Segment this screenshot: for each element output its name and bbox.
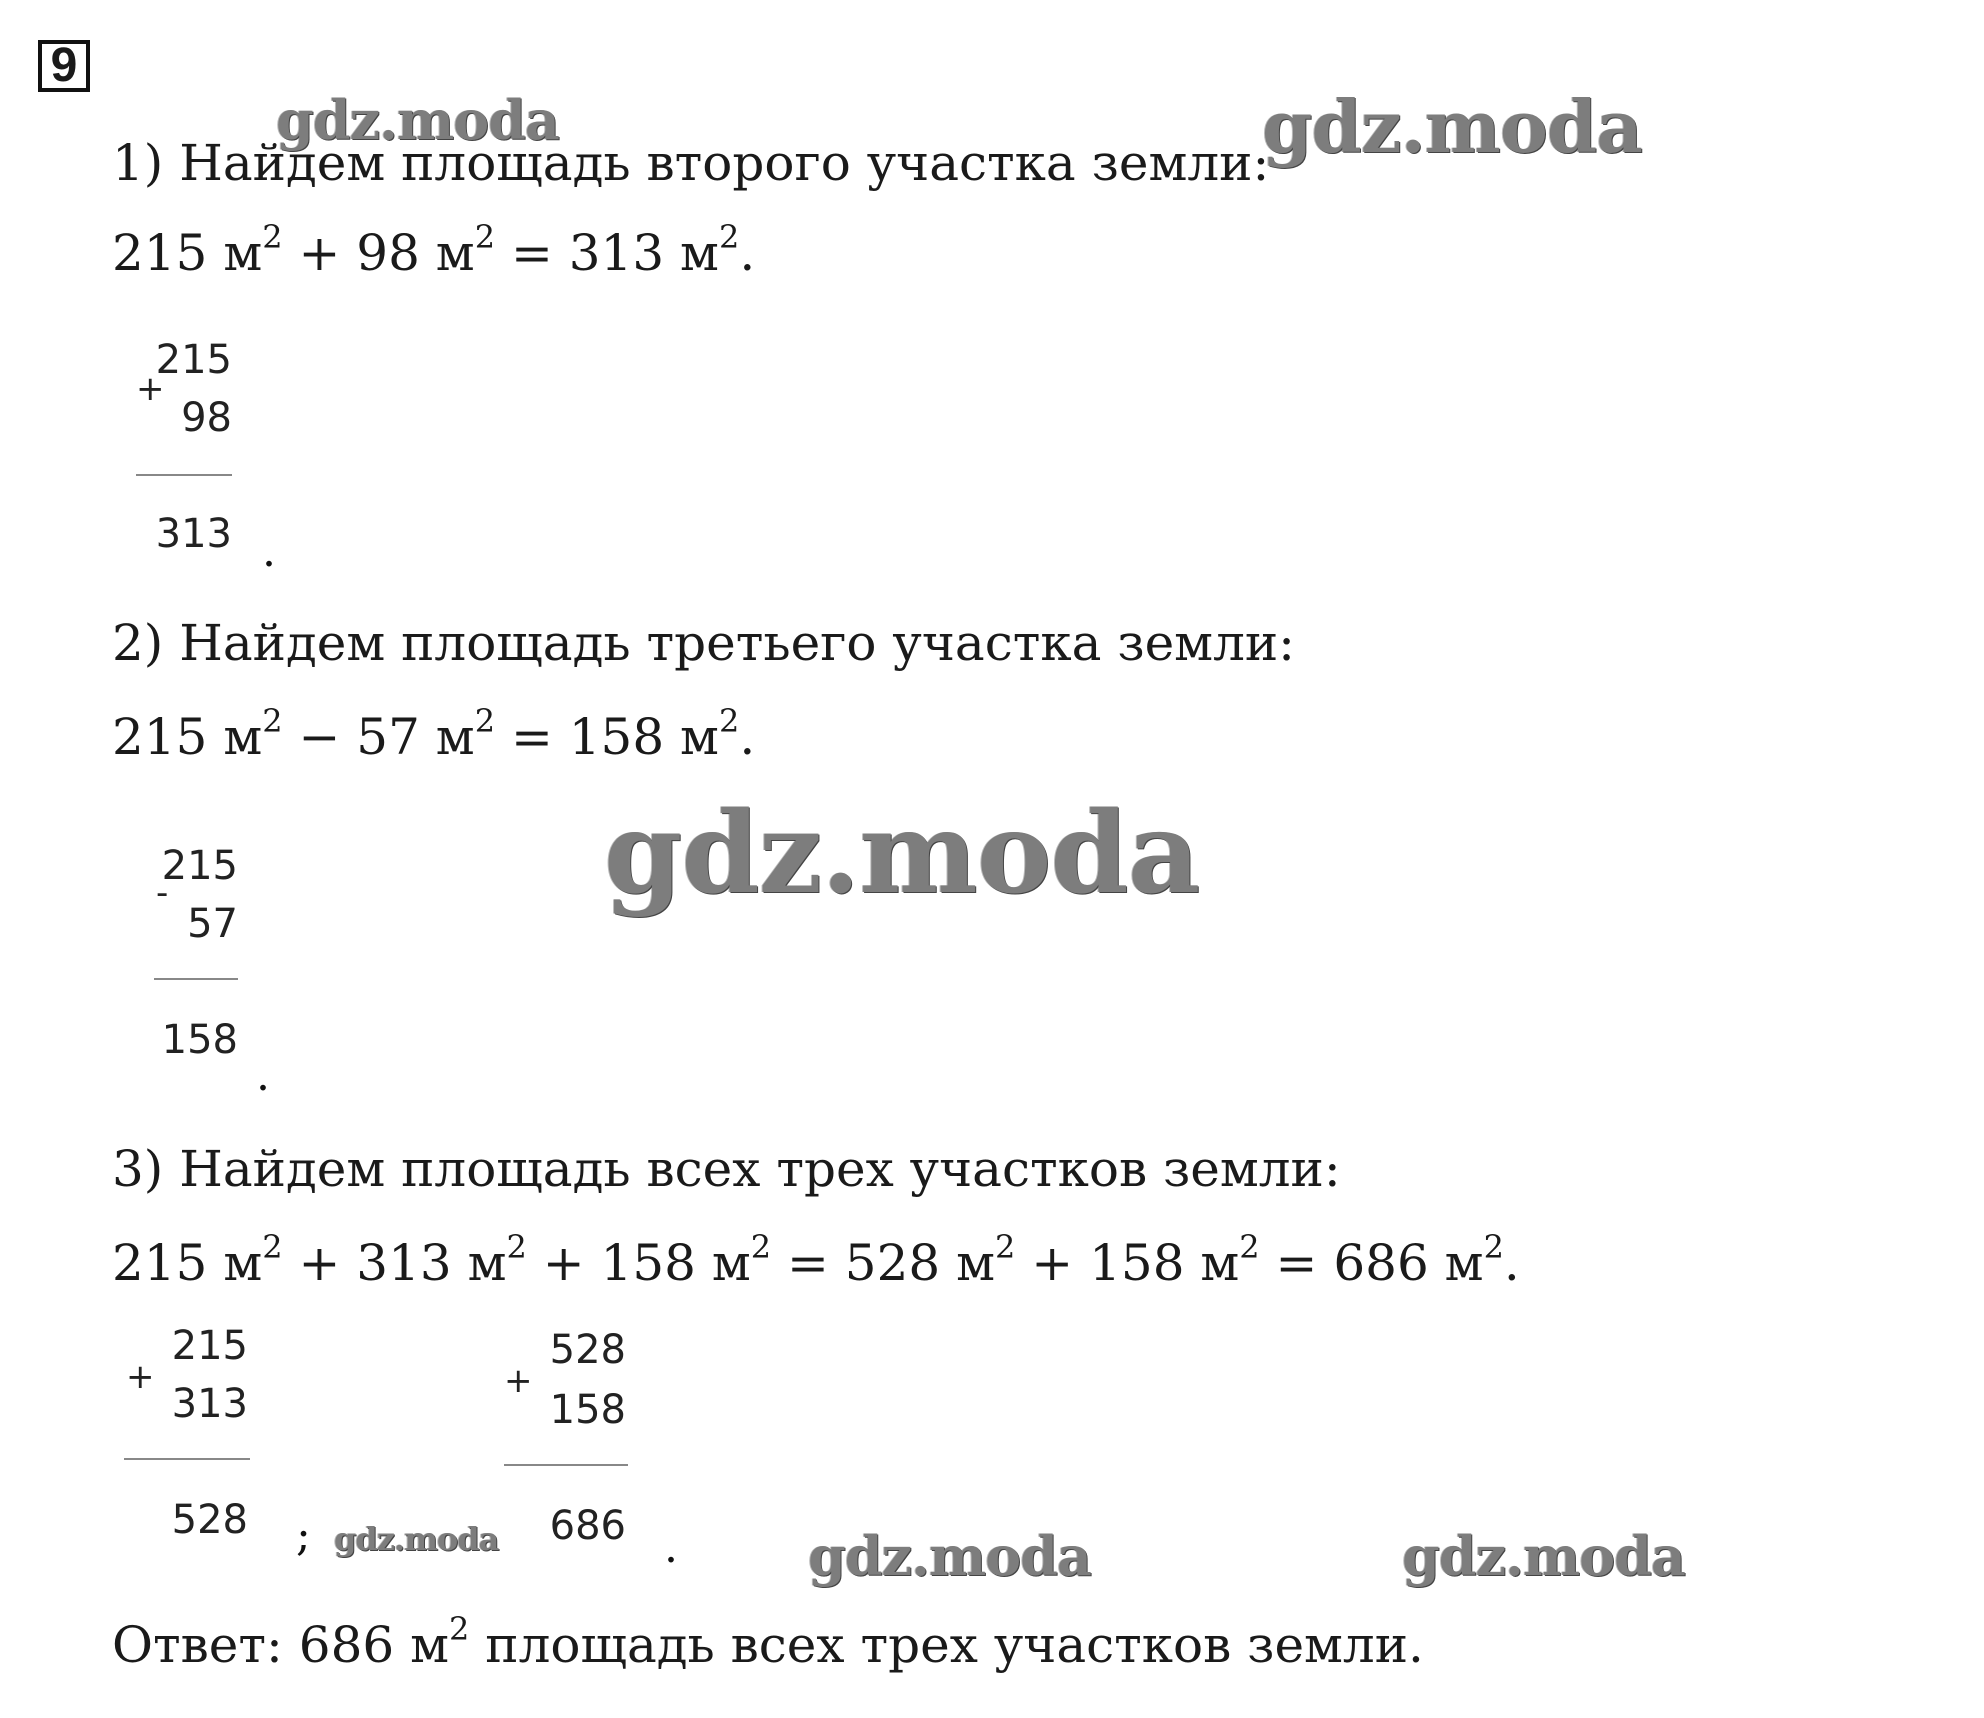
plus-operator: + [136, 369, 165, 409]
column-top-number: 528 [549, 1327, 626, 1373]
column-top-number: 215 [161, 843, 238, 889]
step1-heading: 1) Найдем площадь второго участка земли: [112, 134, 1270, 192]
step2-equation: 215 $м^2 - 57$ $м^2 = 158$ $м^2$. [112, 702, 756, 766]
watermark: gdz.moda [808, 1524, 1091, 1588]
step3-equation: 215 $м^2 + 313$ $м^2 + 158$ $м^2 = 528$ $м^2 + 158$ $м^2 = 686$ $м^2$. [112, 1228, 1520, 1292]
column-sum-line [136, 474, 232, 476]
minus-operator: - [156, 873, 169, 913]
task-number-badge: 9 [38, 40, 90, 92]
column-sum-line [124, 1458, 250, 1460]
column-end-mark: ; [296, 1510, 311, 1561]
column-bottom-number: 57 [187, 901, 238, 947]
column-difference-line [154, 978, 238, 980]
watermark: gdz.moda [1402, 1524, 1685, 1588]
plus-operator: + [126, 1357, 155, 1397]
step1-equation: 215 $м^2 + 98$ $м^2 = 313$ $м^2$. [112, 218, 756, 282]
answer-line: Ответ: 686 $м^2$ площадь всех трех участков земли. [112, 1610, 1424, 1674]
column-result-number: 158 [161, 1017, 238, 1063]
column-result-number: 686 [549, 1503, 626, 1549]
column-top-number: 215 [155, 337, 232, 383]
watermark: gdz.moda [334, 1520, 499, 1558]
column-bottom-number: 98 [181, 395, 232, 441]
column-end-mark: . [256, 1050, 270, 1101]
column-result-number: 528 [171, 1497, 248, 1543]
column-end-mark: . [262, 526, 276, 577]
step2-heading: 2) Найдем площадь третьего участка земли: [112, 614, 1296, 672]
plus-operator: + [504, 1361, 533, 1401]
column-sum-line [504, 1464, 628, 1466]
watermark: gdz.moda [276, 88, 559, 152]
step3-heading: 3) Найдем площадь всех трех участков земли: [112, 1140, 1341, 1198]
column-top-number: 215 [171, 1323, 248, 1369]
watermark: gdz.moda [1262, 84, 1642, 169]
watermark: gdz.moda [604, 788, 1200, 919]
column-bottom-number: 313 [171, 1381, 248, 1427]
column-result-number: 313 [155, 511, 232, 557]
column-bottom-number: 158 [549, 1387, 626, 1433]
column-end-mark: . [664, 1522, 678, 1573]
